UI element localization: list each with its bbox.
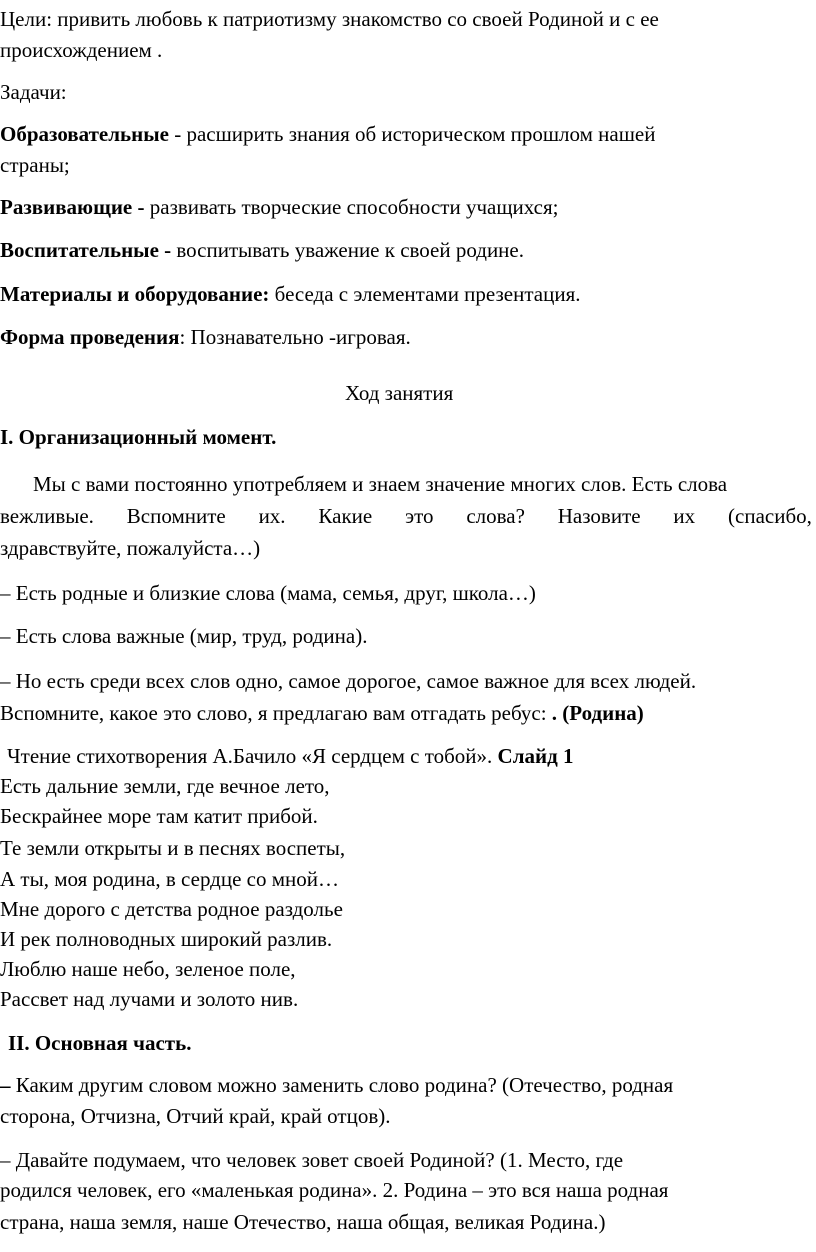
poem-line: Люблю наше небо, зеленое поле, xyxy=(0,957,296,981)
form-text: : Познавательно -игровая. xyxy=(179,325,411,349)
task-developing-text: развивать творческие способности учащихся; xyxy=(144,195,559,219)
lesson-title: Ход занятия xyxy=(345,381,454,405)
word: это xyxy=(405,504,434,528)
word: их xyxy=(673,504,696,528)
task-educational xyxy=(0,124,655,145)
tasks-heading: Задачи: xyxy=(0,80,67,104)
s2-question-2-line-1: – Давайте подумаем, что человек зовет своей Родиной? (1. Место, где xyxy=(0,1148,624,1172)
s1-paragraph-1-line-3: здравствуйте, пожалуйста…) xyxy=(0,536,261,560)
task-educational-label: Образовательные xyxy=(0,122,169,146)
materials-label: Материалы и оборудование: xyxy=(0,282,270,306)
poem-line: А ты, моя родина, в сердце со мной… xyxy=(0,867,339,891)
task-educational-text: - расширить знания об историческом прошлом нашей xyxy=(168,122,656,146)
goals-line-2: происхождением . xyxy=(0,38,163,62)
section-2-heading: II. Основная часть. xyxy=(8,1031,192,1055)
slide-label: Слайд 1 xyxy=(497,744,574,768)
materials-line xyxy=(0,284,581,305)
form-label: Форма проведения xyxy=(0,325,180,349)
task-developing-label: Развивающие - xyxy=(0,195,145,219)
goals-line-1: Цели: привить любовь к патриотизму знакомство со своей Родиной и с ее xyxy=(0,7,659,31)
s1-paragraph-1-line-1: Мы с вами постоянно употребляем и знаем значение многих слов. Есть слова xyxy=(33,472,728,496)
s1-paragraph-4-line-2: Вспомните, какое это слово, я предлагаю вам отгадать ребус: . (Родина) xyxy=(0,701,644,725)
task-developing xyxy=(0,197,558,218)
poem-reading-line: Чтение стихотворения А.Бачило «Я сердцем с тобой». Слайд 1 xyxy=(7,744,574,768)
poem-line: Рассвет над лучами и золото нив. xyxy=(0,987,299,1011)
s1-paragraph-2: – Есть родные и близкие слова (мама, семья, друг, школа…) xyxy=(0,581,536,605)
word: Какие xyxy=(318,504,373,528)
poem-line: Те земли открыты и в песнях воспеты, xyxy=(0,836,346,860)
s1-paragraph-1-line-2 xyxy=(0,506,812,527)
materials-text: беседа с элементами презентация. xyxy=(269,282,581,306)
rebus-answer: . (Родина) xyxy=(551,701,644,725)
task-upbringing-label: Воспитательные - xyxy=(0,238,172,262)
poem-line: Мне дорого с детства родное раздолье xyxy=(0,897,343,921)
s1-paragraph-3: – Есть слова важные (мир, труд, родина). xyxy=(0,624,368,648)
s2-question-1-line-1: – Каким другим словом можно заменить слово родина? (Отечество, родная xyxy=(0,1073,674,1097)
s2-question-1-line-2: сторона, Отчизна, Отчий край, край отцов). xyxy=(0,1104,391,1128)
poem-line: И рек полноводных широкий разлив. xyxy=(0,927,333,951)
word: вежливые. xyxy=(0,504,94,528)
s2-question-2-line-2: родился человек, его «маленькая родина». 2. Родина – это вся наша родная xyxy=(0,1178,669,1202)
task-upbringing-text: воспитывать уважение к своей родине. xyxy=(171,238,524,262)
poem-line: Есть дальние земли, где вечное лето, xyxy=(0,774,330,798)
word: (спасибо, xyxy=(728,504,812,528)
s1-paragraph-4-line-1: – Но есть среди всех слов одно, самое дорогое, самое важное для всех людей. xyxy=(0,669,697,693)
s2-question-2-line-3: страна, наша земля, наше Отечество, наша общая, великая Родина.) xyxy=(0,1210,606,1234)
word: Назовите xyxy=(557,504,641,528)
word: Вспомните xyxy=(126,504,226,528)
task-upbringing xyxy=(0,240,524,261)
task-educational-cont: страны; xyxy=(0,153,70,177)
word: их. xyxy=(258,504,286,528)
word: слова? xyxy=(466,504,525,528)
section-1-heading: I. Организационный момент. xyxy=(0,425,277,449)
poem-line: Бескрайнее море там катит прибой. xyxy=(0,804,318,828)
form-line xyxy=(0,327,411,348)
